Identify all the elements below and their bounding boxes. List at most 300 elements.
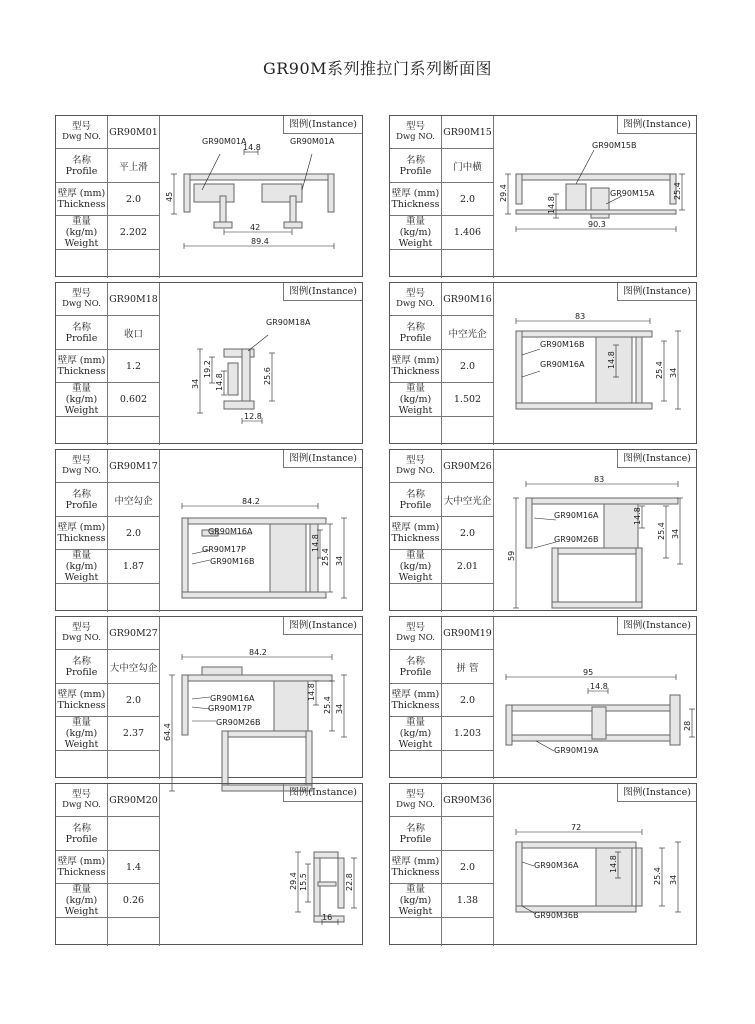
profile-card-gr90m27 [55,616,363,778]
section-drawing [496,301,696,443]
profile-card-gr90m19 [389,616,697,778]
profile-card-gr90m17 [55,449,363,611]
profile-shape [242,349,250,409]
dwg-value: GR90M26 [442,450,494,482]
thickness-label: 壁厚 (mm) [391,355,440,366]
blank-row [390,250,494,278]
part-label: GR90M15A [610,189,655,198]
section-drawing [496,802,696,944]
thickness-value: 2.0 [442,350,494,382]
profile-value: 大中空光企 [442,483,494,516]
dwg-label-en: Dwg NO. [396,633,435,643]
thickness-label: 壁厚 (mm) [57,522,106,533]
weight-label: 重量 (kg/m) [399,550,432,572]
legend-label: 图例(Instance) [283,617,362,635]
section-drawing [496,134,696,276]
blank-row [56,584,160,612]
dimension-label: 25.4 [673,182,682,200]
dwg-value: GR90M15 [442,116,494,148]
thickness-value: 2.0 [108,684,160,716]
dwg-row [390,283,494,316]
dwg-label-en: Dwg NO. [396,132,435,142]
profile-shape [182,675,332,681]
weight-label-en: Weight [398,572,433,583]
part-label: GR90M16A [554,511,599,520]
spec-table [56,450,160,610]
dimension-label: 14.8 [547,196,556,214]
profile-shape [222,731,228,791]
weight-label-en: Weight [64,238,99,249]
profile-shape [526,498,678,504]
section-drawing [162,301,362,443]
dimension-label: 14.8 [633,507,642,525]
spec-table [56,283,160,443]
dwg-value: GR90M17 [108,450,160,482]
dimension-label: 64.4 [163,723,172,741]
profile-label: 名称 [71,321,91,333]
thickness-row [390,851,494,884]
profile-shape [552,548,558,608]
part-label: GR90M15B [592,141,637,150]
dwg-value: GR90M19 [442,617,494,649]
part-label: GR90M16A [540,360,585,369]
thickness-label: 壁厚 (mm) [391,188,440,199]
spec-table [56,116,160,276]
profile-value: 门中横 [442,149,494,182]
profile-row [56,483,160,517]
spec-table [56,617,160,777]
profile-shape [506,735,676,741]
thickness-row [56,517,160,550]
dimension-label: 14.8 [609,855,618,873]
weight-label: 重量 (kg/m) [399,383,432,405]
dwg-label-en: Dwg NO. [396,466,435,476]
dwg-value: GR90M20 [108,784,160,816]
dwg-label: 型号 [405,121,425,132]
thickness-label: 壁厚 (mm) [57,689,106,700]
weight-label: 重量 (kg/m) [399,717,432,739]
profile-shape [182,518,326,524]
dimension-label: 84.2 [249,648,267,657]
profile-card-gr90m36 [389,783,697,945]
thickness-value: 2.0 [442,183,494,215]
thickness-row [56,684,160,717]
weight-label-en: Weight [64,572,99,583]
dwg-label: 型号 [71,121,91,132]
profile-shape [274,681,308,731]
thickness-value: 2.0 [442,517,494,549]
dwg-label-en: Dwg NO. [396,299,435,309]
blank-row [56,751,160,779]
dimension-label: 25.4 [323,696,332,714]
dimension-label: 16 [322,913,333,922]
weight-label: 重量 (kg/m) [65,550,98,572]
dimension-label: 14.8 [243,143,261,152]
profile-card-gr90m26 [389,449,697,611]
dimension-line [192,560,210,564]
dwg-label: 型号 [405,288,425,299]
dimension-line [534,542,556,548]
dimension-label: 89.4 [251,237,269,246]
profile-value: 平上滑 [108,149,160,182]
profile-card-gr90m01 [55,115,363,277]
weight-label: 重量 (kg/m) [65,717,98,739]
weight-label: 重量 (kg/m) [399,216,432,238]
legend-label: 图例(Instance) [283,784,362,802]
profile-label: 名称 [405,488,425,500]
thickness-label-en: Thickness [391,366,440,377]
dimension-label: 29.4 [499,184,508,202]
dimension-label: 45 [165,191,174,202]
weight-row [390,383,494,417]
weight-value: 2.202 [108,216,160,249]
thickness-label: 壁厚 (mm) [391,522,440,533]
weight-value: 0.26 [108,884,160,917]
dwg-label-en: Dwg NO. [62,800,101,810]
dimension-label: 25.4 [653,867,662,885]
legend-label: 图例(Instance) [617,283,696,301]
weight-value: 1.502 [442,383,494,416]
thickness-label: 壁厚 (mm) [391,856,440,867]
profile-value [108,817,160,850]
profile-label-en: Profile [399,499,432,511]
dwg-value: GR90M36 [442,784,494,816]
blank-row [390,918,494,946]
blank-row [390,584,494,612]
profile-row [390,650,494,684]
legend-label: 图例(Instance) [283,116,362,134]
profile-label: 名称 [71,154,91,166]
dimension-label: 25.4 [657,522,666,540]
profile-shape [314,852,320,922]
profile-shape [516,210,676,214]
dimension-label: 83 [575,312,586,321]
profile-shape [228,363,238,395]
profile-shape [182,675,188,735]
spec-table [390,450,494,610]
thickness-row [56,183,160,216]
profile-label-en: Profile [65,165,98,177]
weight-value: 1.406 [442,216,494,249]
profile-shape [214,222,232,228]
dwg-row [56,784,160,817]
weight-value: 2.01 [442,550,494,583]
weight-label-en: Weight [398,906,433,917]
dimension-line [522,862,534,866]
part-label: GR90M26B [216,718,261,727]
profile-shape [184,174,190,212]
weight-value: 1.203 [442,717,494,750]
dimension-line [536,741,554,751]
weight-value: 2.37 [108,717,160,750]
profile-label-en: Profile [65,666,98,678]
profile-row [56,149,160,183]
thickness-label-en: Thickness [57,533,106,544]
thickness-label-en: Thickness [57,700,106,711]
thickness-value: 1.2 [108,350,160,382]
dwg-label-en: Dwg NO. [62,633,101,643]
profile-shape [552,548,642,554]
dimension-label: 22.8 [345,873,354,891]
dimension-label: 25.6 [263,367,272,385]
profile-shape [506,705,512,745]
weight-label-en: Weight [64,405,99,416]
blank-row [56,918,160,946]
blank-row [56,417,160,445]
weight-value: 1.38 [442,884,494,917]
profile-label-en: Profile [399,666,432,678]
profile-shape [182,518,188,598]
part-label: GR90M17P [202,545,246,554]
profile-value: 收口 [108,316,160,349]
profile-value: 中空勾企 [108,483,160,516]
profile-shape [270,524,306,592]
profile-shape [636,848,642,906]
profile-value: 中空光企 [442,316,494,349]
profile-shape [506,705,676,711]
dimension-label: 14.8 [590,682,608,691]
profile-row [56,817,160,851]
weight-label: 重量 (kg/m) [65,884,98,906]
profile-shape [222,731,312,737]
part-label: GR90M26B [554,535,599,544]
weight-value: 0.602 [108,383,160,416]
dimension-line [192,697,210,699]
profile-label-en: Profile [65,332,98,344]
profile-label: 名称 [405,321,425,333]
part-label: GR90M01A [202,137,247,146]
part-label: GR90M16A [210,694,255,703]
legend-label: 图例(Instance) [617,784,696,802]
dimension-line [302,154,312,190]
dimension-label: 29.4 [289,872,298,890]
blank-row [56,250,160,278]
part-label: GR90M18A [266,318,311,327]
profile-shape [516,174,522,204]
weight-label-en: Weight [398,238,433,249]
legend-label: 图例(Instance) [283,450,362,468]
profile-value [442,817,494,850]
profile-shape [314,852,338,858]
weight-row [56,717,160,751]
profile-shape [224,401,254,409]
thickness-row [390,183,494,216]
thickness-label: 壁厚 (mm) [57,188,106,199]
dwg-label: 型号 [405,455,425,466]
profile-shape [526,498,532,548]
profile-shape [552,602,642,608]
dwg-label: 型号 [71,622,91,633]
profile-label: 名称 [71,488,91,500]
profile-row [390,483,494,517]
dwg-label-en: Dwg NO. [62,299,101,309]
weight-row [56,550,160,584]
dwg-row [390,450,494,483]
dwg-label: 型号 [71,789,91,800]
section-drawing [496,635,696,777]
profile-label: 名称 [405,655,425,667]
part-label: GR90M01A [290,137,335,146]
profile-card-gr90m18 [55,282,363,444]
profile-value: 大中空勾企 [108,650,160,683]
part-label: GR90M36B [534,911,579,920]
dimension-label: 84.2 [242,497,260,506]
weight-value: 1.87 [108,550,160,583]
profile-shape [516,331,522,409]
thickness-label-en: Thickness [391,700,440,711]
weight-row [56,383,160,417]
dimension-label: 14.8 [607,351,616,369]
spec-table [390,617,494,777]
profile-card-gr90m16 [389,282,697,444]
dimension-label: 14.8 [307,683,316,701]
profile-label-en: Profile [399,332,432,344]
legend-label: 图例(Instance) [617,450,696,468]
dwg-label: 型号 [405,622,425,633]
weight-label-en: Weight [398,739,433,750]
profile-shape [184,174,334,180]
dimension-line [534,518,556,520]
profile-shape [338,858,344,908]
dimension-label: 25.4 [321,548,330,566]
dimension-label: 42 [250,223,261,232]
dwg-label-en: Dwg NO. [396,800,435,810]
profile-label-en: Profile [399,833,432,845]
dwg-label: 型号 [71,288,91,299]
profile-shape [516,331,652,337]
dwg-value: GR90M27 [108,617,160,649]
weight-label-en: Weight [64,739,99,750]
profile-row [56,316,160,350]
dimension-label: 12.8 [244,412,262,421]
profile-shape [516,842,522,912]
thickness-label-en: Thickness [391,199,440,210]
profile-label-en: Profile [65,833,98,845]
profile-card-gr90m15 [389,115,697,277]
dwg-row [56,450,160,483]
spec-table [56,784,160,944]
weight-label-en: Weight [64,906,99,917]
dimension-label: 34 [191,378,200,389]
profile-label-en: Profile [65,499,98,511]
profile-row [56,650,160,684]
profile-shape [194,184,234,202]
dimension-label: 34 [335,555,344,566]
page-title: GR90M系列推拉门系列断面图 [262,59,493,78]
dimension-label: 59 [507,550,516,561]
dwg-row [56,116,160,149]
thickness-label: 壁厚 (mm) [57,355,106,366]
dwg-row [390,116,494,149]
profile-shape [596,337,632,403]
profile-label-en: Profile [399,165,432,177]
legend-label: 图例(Instance) [283,283,362,301]
dimension-label: 14.8 [311,534,320,552]
section-drawing [162,134,362,276]
section-drawing [162,468,362,610]
thickness-label-en: Thickness [57,366,106,377]
dimension-line [522,371,540,377]
weight-row [56,216,160,250]
part-label: GR90M16B [540,340,585,349]
profile-shape [318,882,336,886]
profile-shape [636,337,642,403]
part-label: GR90M16A [208,527,253,536]
dimension-label: 95 [583,668,594,677]
weight-row [390,884,494,918]
dwg-value: GR90M18 [108,283,160,315]
weight-label-en: Weight [398,405,433,416]
thickness-label: 壁厚 (mm) [391,689,440,700]
section-drawing [162,802,362,944]
thickness-label-en: Thickness [391,867,440,878]
thickness-value: 2.0 [108,517,160,549]
profile-row [390,316,494,350]
dimension-line [248,335,268,351]
profile-shape [592,707,606,739]
profile-row [390,149,494,183]
dwg-label: 型号 [405,789,425,800]
dwg-label-en: Dwg NO. [62,466,101,476]
dwg-row [56,283,160,316]
dimension-label: 34 [335,703,344,714]
part-label: GR90M36A [534,861,579,870]
thickness-row [56,350,160,383]
thickness-label: 壁厚 (mm) [57,856,106,867]
thickness-value: 2.0 [442,684,494,716]
weight-row [390,216,494,250]
section-drawing [496,468,696,610]
thickness-row [56,851,160,884]
profile-label: 名称 [71,655,91,667]
profile-shape [182,592,326,598]
dimension-label: 90.3 [588,220,606,229]
dimension-label: 34 [669,874,678,885]
weight-label: 重量 (kg/m) [399,884,432,906]
profile-shape [636,548,642,608]
dwg-label: 型号 [71,455,91,466]
dimension-label: 15.5 [299,873,308,891]
dwg-row [390,617,494,650]
profile-shape [284,222,302,228]
weight-row [390,550,494,584]
dwg-value: GR90M16 [442,283,494,315]
profile-row [390,817,494,851]
profile-shape [202,667,242,675]
dwg-row [56,617,160,650]
profile-shape [306,731,312,791]
profile-label: 名称 [405,822,425,834]
part-label: GR90M17P [208,704,252,713]
blank-row [390,417,494,445]
weight-row [390,717,494,751]
profile-shape [670,695,680,745]
weight-label: 重量 (kg/m) [65,383,98,405]
profile-shape [516,842,636,848]
profile-value: 拼 管 [442,650,494,683]
thickness-value: 2.0 [442,851,494,883]
thickness-row [390,350,494,383]
spec-table [390,116,494,276]
thickness-value: 2.0 [108,183,160,215]
dimension-label: 28 [683,720,692,731]
thickness-label-en: Thickness [57,867,106,878]
blank-row [390,751,494,779]
weight-row [56,884,160,918]
dimension-label: 25.4 [655,361,664,379]
dimension-label: 72 [571,823,582,832]
profile-shape [328,174,334,212]
